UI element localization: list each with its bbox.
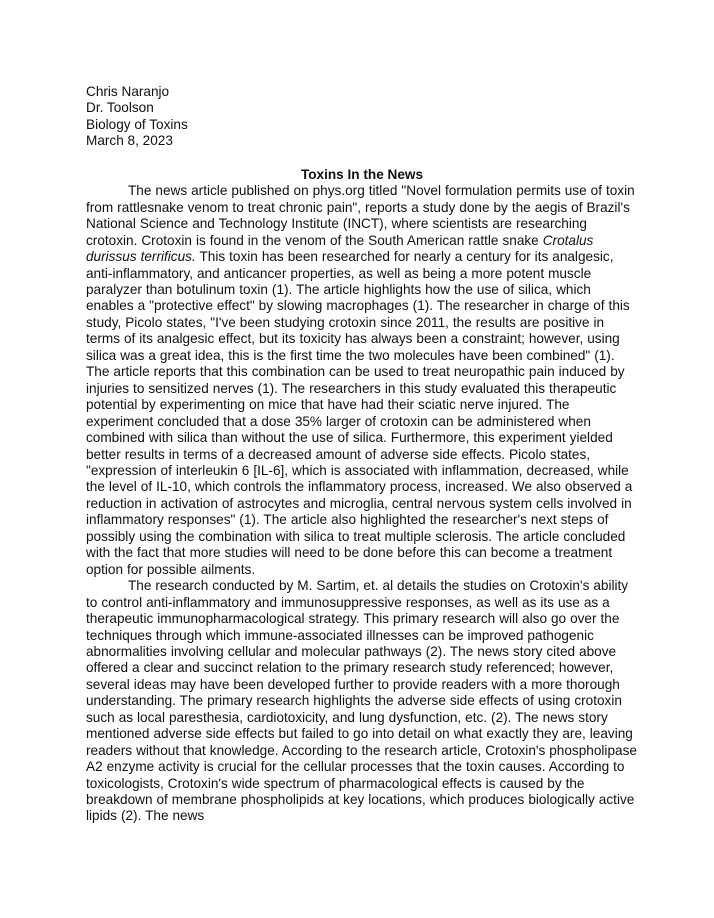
paragraph-1-text-start: The news article published on phys.org titled "Novel formulation permits use of toxin from rattlesnake venom to treat chronic pain", reports a study done by the aegis of Brazil's National Science and Technology Institute (INCT), where scientists are researching crotoxin. Crotoxin is found in the venom of the South American rattle snake — [86, 183, 635, 248]
document-title: Toxins In the News — [300, 166, 424, 182]
author-name: Chris Naranjo — [86, 84, 170, 99]
body-paragraph-2: The research conducted by M. Sartim, et. al details the studies on Crotoxin's ability to control anti-inflammatory and immunosuppressive responses, as well as its use as a therapeutic immunopharmacological strategy. This primary research will also go over the techniques through which immune-associated illnesses can be improved pathogenic abnormalities involving cellular and molecular pathways (2). The news story cited above offered a clear and succinct relation to the primary research study referenced; however, several ideas may have been developed further to provide readers with a more thorough understanding. The primary research highlights the adverse side effects of using crotoxin such as local paresthesia, cardiotoxicity, and lung dysfunction, etc. (2). The news story mentioned adverse side effects but failed to go into detail on what exactly they are, leaving readers without that knowledge. According to the research article, Crotoxin's phospholipase A2 enzyme activity is crucial for the cellular processes that the toxin causes. According to toxicologists, Crotoxin's wide spectrum of pharmacological effects is caused by the breakdown of membrane phospholipids at key locations, which produces biologically active lipids (2). The news — [86, 578, 637, 824]
body-paragraph-1 — [86, 183, 638, 578]
instructor-name: Dr. Toolson — [86, 100, 154, 116]
document-date: March 8, 2023 — [86, 133, 173, 149]
course-name: Biology of Toxins — [86, 116, 188, 132]
species-name: Crotalus durissus terrificus. — [86, 232, 594, 265]
document-page — [86, 84, 638, 825]
paragraph-1-text-end: This toxin has been researched for nearly a century for its analgesic, anti-inflammatory, and anticancer properties, as well as being a more potent muscle paralyzer than botulinum toxin (1). The article highlights how the use of silica, which enables a "protective effect" by slowing macrophages (1). The researcher in charge of this study, Picolo states, "I've been studying crotoxin since 2011, the results are positive in terms of its analgesic effect, but its toxicity has always been a constraint; however, using silica was a great idea, this is the first time the two molecules have been combined" (1). The article reports that this combination can be used to treat neuropathic pain induced by injuries to sensitized nerves (1). The researchers in this study evaluated this therapeutic potential by experimenting on mice that have had their sciatic nerve injured. The experiment concluded that a dose 35% larger of crotoxin can be administered when combined with silica than without the use of silica. Furthermore, this experiment yielded better results in terms of a decreased amount of adverse side effects. Picolo states, "expression of interleukin 6 [IL-6], which is associated with inflammation, decreased, while the level of IL-10, which controls the inflammatory process, increased. We also observed a reduction in activation of astrocytes and microglia, central nervous system cells involved in inflammatory responses" (1). The article also highlighted the researcher's next steps of possibly using the combination with silica to treat multiple sclerosis. The article concluded with the fact that more studies will need to be done before this can become a treatment option for possible ailments. — [86, 249, 633, 577]
